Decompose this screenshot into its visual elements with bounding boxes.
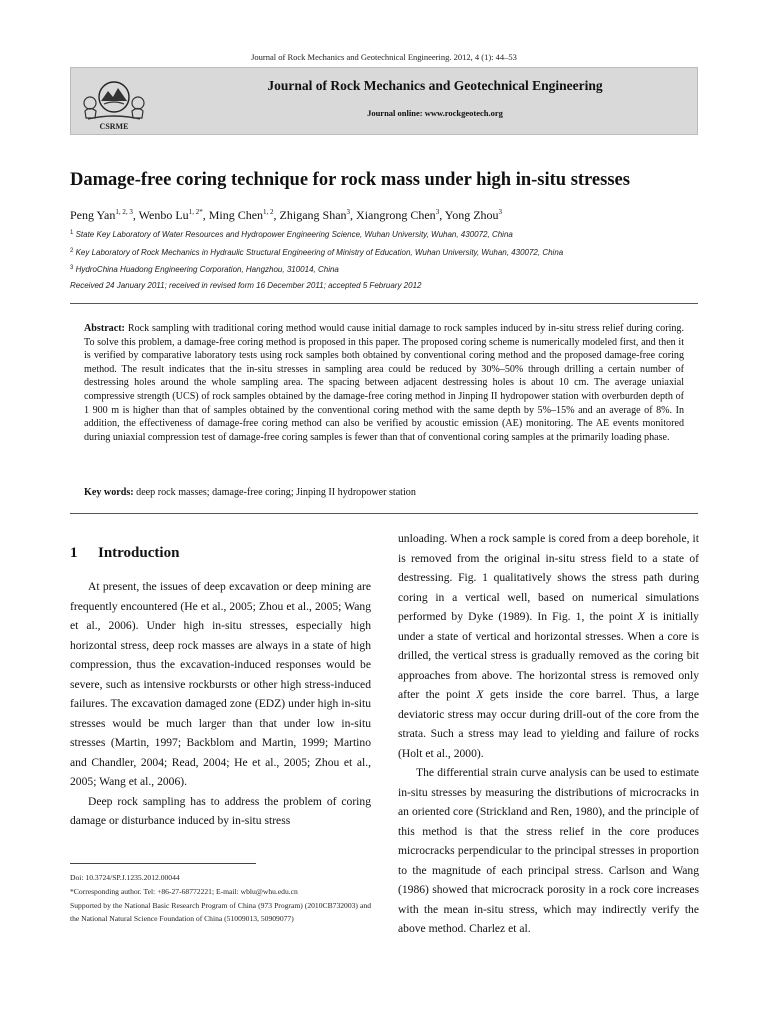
affiliation-3: $^3$ HydroChina Huadong Engineering Corporation, Hangzhou, 310014, China xyxy=(70,265,339,274)
abstract xyxy=(84,322,684,444)
paragraph: Deep rock sampling has to address the problem of coring damage or disturbance induced by in-situ stress xyxy=(70,794,371,827)
received-dates: Received 24 January 2011; received in revised form 16 December 2011; accepted 5 February 2012 xyxy=(70,281,422,290)
paragraph: The differential strain curve analysis can be used to estimate in-situ stresses by measuring the distributions of microcracks in an oriented core (Strickland and Ren, 1980), and the principle of this method is that the stress relief in the core produces microcracks perpendicular to the principal stresses in proportion to the magnitude of each principal stress. Carlson and Wang (1986) showed that microcrack porosity in a rock core increases with the mean in-situ stress, which may indirectly verify the above method. Charlez et al. xyxy=(398,766,699,935)
left-column xyxy=(70,577,371,831)
author: Xiangrong Chen$^3$, xyxy=(356,208,445,222)
right-column xyxy=(398,529,699,939)
corresponding-author: *Corresponding author. Tel: +86-27-68772221; E-mail: wblu@whu.edu.cn xyxy=(70,886,298,896)
author: Yong Zhou$^3$ xyxy=(444,208,503,222)
csrme-logo xyxy=(80,73,148,133)
footnotes xyxy=(70,871,371,926)
funding-note: Supported by the National Basic Research Program of China (973 Program) (2010CB732003) and the National Natural Science Foundation of China (51009013, 50909077) xyxy=(70,900,371,924)
abstract-text: Rock sampling with traditional coring method would cause initial damage to rock samples induced by in-situ stress relief during coring. To solve this problem, a damage-free coring method is proposed in this paper. The proposed coring scheme is numerically modeled first, and then it is verified by comparative laboratory tests using rock samples both obtained by conventional coring method and the proposed damage-free coring method. The result indicates that the in-situ stresses in sampling area could be reduced by 30%–50% through drilling a certain number of destressing holes around the whole sampling area. The spacing between adjacent destressing holes is about 10 cm. The average uniaxial compressive strength (UCS) of rock samples obtained by the damage-free coring method in Jinping II hydropower station with overburden depth of 1 900 m is higher than that of samples obtained by the conventional coring method with the same depth by 5%–15% and an average of 8%. In addition, the effectiveness of damage-free coring method can also be verified by acoustic emission (AE) monitoring. The AE events monitored during uniaxial compression test of damage-free coring samples is fewer than that of conventional coring samples at the primarily loading phase. xyxy=(84,323,684,443)
abstract-top-rule xyxy=(70,303,698,304)
author: Wenbo $Lu^{1, 2*}$, xyxy=(138,208,209,222)
paragraph: At present, the issues of deep excavation or deep mining are frequently encountered (He et al., 2005; Zhou et al., 2005; Wang et al., 2006). Under high in-situ stresses, especially high horizontal stress, deep rock masses are always in a state of high compression, thus the excavation-induced responses would be severe, such as intensive rockbursts or other high stress-induced failures. The excavation damaged zone (EDZ) under high in-situ stresses would be much larger than that under low in-situ stresses (Martin, 1997; Backblom and Martin, 1999; Martino and Chandler, 2004; Read, 2004; He et al., 2005; Zhou et al., 2005; Wang et al., 2006). xyxy=(70,580,371,788)
abstract-label: Abstract: xyxy=(84,323,125,334)
footnote-rule xyxy=(70,863,256,864)
logo-text: CSRME xyxy=(99,122,129,131)
journal-citation: Journal of Rock Mechanics and Geotechnical Engineering. 2012, 4 (1): 44–53 xyxy=(251,52,517,62)
author: Ming Chen$^{1, 2}$, xyxy=(208,208,280,222)
affiliation-2: $^2$ Key Laboratory of Rock Mechanics in Hydraulic Structural Engineering of Ministry of Education, Wuhan University, Wuhan, 430072, China xyxy=(70,248,564,257)
author-list xyxy=(70,208,710,223)
journal-online-url: Journal online: www.rockgeotech.org xyxy=(367,108,503,118)
author: Peng Yan$^{1, 2, 3}$, xyxy=(70,208,139,222)
paragraph: unloading. When a rock sample is cored from a deep borehole, it is removed from the original in-situ stress field to a state of destressing. Fig. 1 qualitatively shows the stress path during coring in a vertical well, based on numerical simulations performed by Dyke (1989). In Fig. 1, the point X is initially under a state of vertical and horizontal stresses. When a core is drilled, the vertical stress is gradually removed as the coring bit approaches from above. The horizontal stress is removed only after the point X gets inside the core barrel. Thus, a large deviatoric stress may occur during drill-out of the core from the strata. Such a stress may lead to yielding and failure of rocks (Holt et al., 2000). xyxy=(398,532,699,760)
doi: Doi: 10.3724/SP.J.1235.2012.00044 xyxy=(70,873,180,882)
keywords xyxy=(84,486,684,500)
section-heading: 1 Introduction xyxy=(70,545,180,561)
keywords-label: Key words: xyxy=(84,487,134,498)
keywords-text: deep rock masses; damage-free coring; Jinping II hydropower station xyxy=(136,487,416,498)
abstract-bottom-rule xyxy=(70,513,698,514)
author: Zhigang Shan$^3$, xyxy=(279,208,357,222)
journal-name: Journal of Rock Mechanics and Geotechnical Engineering xyxy=(267,78,603,93)
paper-title: Damage-free coring technique for rock mass under high in-situ stresses xyxy=(70,170,630,190)
affiliation-1: $^1$ State Key Laboratory of Water Resources and Hydropower Engineering Science, Wuhan University, Wuhan, 430072, China xyxy=(70,230,513,239)
